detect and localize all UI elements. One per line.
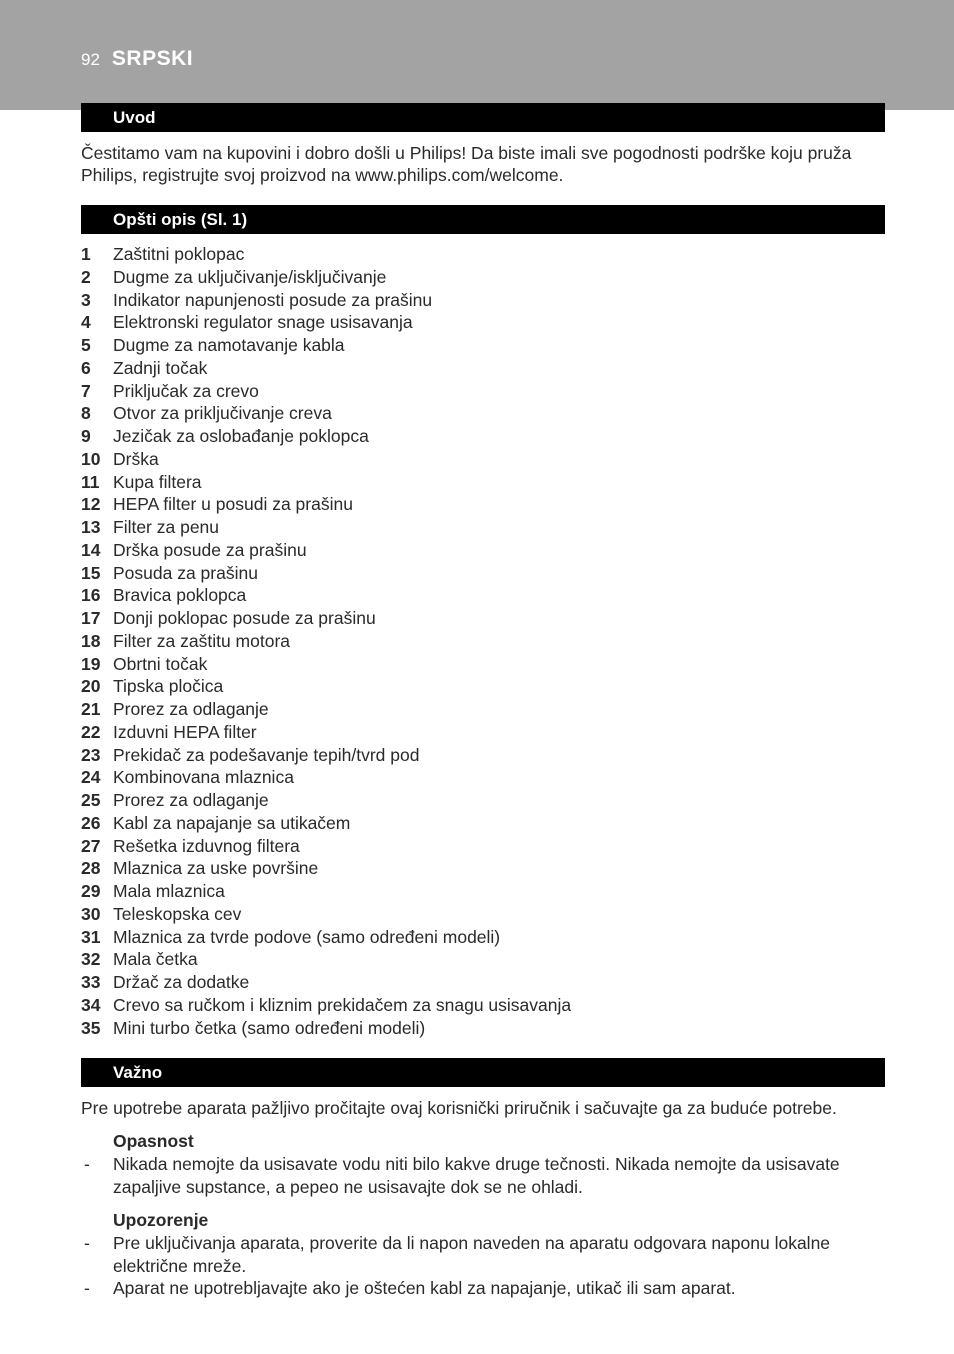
- list-item: [81, 425, 887, 448]
- item-label: HEPA filter u posudi za prašinu: [113, 494, 353, 515]
- danger-item-text: Nikada nemojte da usisavate vodu niti bilo kakve druge tečnosti. Nikada nemojte da usisavate zapaljive supstance, a pepeo ne usisavajte dok se ne ohladi.: [113, 1154, 840, 1197]
- item-number: 30: [81, 903, 101, 924]
- item-label: Dugme za namotavanje kabla: [113, 335, 345, 355]
- important-paragraph: Pre upotrebe aparata pažljivo pročitajte ovaj korisnički priručnik i sačuvajte ga za buduće potrebe.: [81, 1098, 837, 1118]
- list-item: [81, 584, 887, 607]
- item-number: 33: [81, 972, 101, 992]
- item-label: Drška posude za prašinu: [113, 539, 307, 560]
- danger-item: [81, 1153, 887, 1198]
- item-number: 35: [81, 1017, 101, 1038]
- item-label: Mala četka: [113, 949, 198, 970]
- item-number: 10: [81, 448, 101, 469]
- list-item: [81, 857, 887, 880]
- page-number: 92: [81, 50, 100, 69]
- list-item: [81, 926, 887, 949]
- item-label: Zadnji točak: [113, 357, 208, 378]
- list-item: [81, 903, 887, 926]
- list-item: [81, 789, 887, 812]
- item-number: 11: [81, 471, 100, 492]
- list-item: [81, 971, 887, 994]
- item-number: 3: [81, 289, 91, 310]
- item-label: Mala mlaznica: [113, 881, 225, 901]
- item-label: Prorez za odlaganje: [113, 699, 269, 719]
- item-number: 31: [81, 926, 101, 947]
- item-label: Posuda za prašinu: [113, 562, 258, 583]
- item-label: Kombinovana mlaznica: [113, 767, 294, 788]
- item-label: Mlaznica za uske površine: [113, 858, 319, 879]
- list-item: [81, 994, 887, 1017]
- page-header: [81, 47, 193, 75]
- list-item: [81, 721, 887, 744]
- section-heading-important: Važno: [81, 1058, 885, 1087]
- language-title: SRPSKI: [111, 47, 194, 70]
- list-item: [81, 562, 887, 585]
- item-label: Mlaznica za tvrde podove (samo određeni modeli): [113, 926, 501, 947]
- item-number: 7: [81, 380, 91, 401]
- item-number: 28: [81, 858, 101, 879]
- list-item: [81, 766, 887, 789]
- item-label: Crevo sa ručkom i kliznim prekidačem za snagu usisavanja: [113, 994, 572, 1015]
- item-label: Obrtni točak: [113, 653, 208, 674]
- item-number: 26: [81, 812, 101, 833]
- item-label: Otvor za priključivanje creva: [113, 403, 332, 424]
- item-number: 24: [81, 767, 101, 788]
- item-label: Filter za zaštitu motora: [113, 630, 290, 651]
- item-label: Drška: [113, 448, 159, 469]
- list-item: [81, 311, 887, 334]
- item-number: 32: [81, 949, 101, 970]
- list-item: [81, 357, 887, 380]
- list-item: [81, 948, 887, 971]
- item-label: Držač za dodatke: [113, 972, 250, 992]
- item-label: Prorez za odlaganje: [113, 790, 269, 810]
- item-number: 8: [81, 403, 91, 424]
- section-heading-general-description: Opšti opis (Sl. 1): [81, 205, 885, 234]
- item-label: Zaštitni poklopac: [113, 244, 245, 264]
- item-number: 20: [81, 676, 101, 697]
- item-label: Teleskopska cev: [113, 903, 242, 924]
- list-item: [81, 266, 887, 289]
- intro-paragraph: Čestitamo vam na kupovini i dobro došli u Philips! Da biste imali sve pogodnosti podrške koju pruža Philips, registrujte svoj proizvod na www.philips.com/welcome.: [81, 143, 852, 185]
- item-label: Kabl za napajanje sa utikačem: [113, 812, 351, 833]
- list-item: [81, 539, 887, 562]
- list-item: [81, 516, 887, 539]
- item-number: 27: [81, 835, 101, 856]
- danger-heading: Opasnost: [113, 1131, 194, 1151]
- item-number: 13: [81, 517, 101, 537]
- item-number: 22: [81, 721, 101, 742]
- item-number: 12: [81, 494, 101, 515]
- item-number: 21: [81, 699, 101, 719]
- item-label: Jezičak za oslobađanje poklopca: [113, 426, 369, 446]
- item-label: Bravica poklopca: [113, 585, 247, 606]
- item-number: 29: [81, 881, 101, 901]
- bullet-dash: -: [84, 1233, 90, 1253]
- item-number: 34: [81, 994, 101, 1015]
- item-number: 19: [81, 653, 101, 674]
- list-item: [81, 812, 887, 835]
- list-item: [81, 289, 887, 312]
- warning-item-text: Pre uključivanja aparata, proverite da li napon naveden na aparatu odgovara naponu lokalne električne mreže.: [113, 1233, 831, 1276]
- item-number: 17: [81, 608, 101, 628]
- item-number: 18: [81, 630, 101, 651]
- list-item: [81, 243, 887, 266]
- list-item: [81, 744, 887, 767]
- warning-item: [81, 1232, 887, 1277]
- list-item: [81, 675, 887, 698]
- warning-item: [81, 1277, 887, 1300]
- list-item: [81, 402, 887, 425]
- item-number: 4: [81, 312, 91, 333]
- item-label: Prekidač za podešavanje tepih/tvrd pod: [113, 744, 420, 765]
- item-label: Mini turbo četka (samo određeni modeli): [113, 1017, 426, 1038]
- item-number: 2: [81, 266, 91, 287]
- bullet-dash: -: [84, 1154, 90, 1174]
- item-label: Rešetka izduvnog filtera: [113, 835, 300, 856]
- item-number: 1: [81, 244, 91, 264]
- item-label: Indikator napunjenosti posude za prašinu: [113, 289, 433, 310]
- item-label: Filter za penu: [113, 517, 220, 537]
- item-label: Izduvni HEPA filter: [113, 721, 257, 742]
- list-item: [81, 471, 887, 494]
- list-item: [81, 1017, 887, 1040]
- list-item: [81, 653, 887, 676]
- list-item: [81, 607, 887, 630]
- list-item: [81, 630, 887, 653]
- parts-list: [81, 243, 887, 1039]
- item-number: 15: [81, 562, 101, 583]
- item-number: 23: [81, 744, 101, 765]
- item-label: Tipska pločica: [113, 676, 224, 697]
- list-item: [81, 493, 887, 516]
- item-label: Dugme za uključivanje/isključivanje: [113, 266, 387, 287]
- list-item: [81, 880, 887, 903]
- item-label: Priključak za crevo: [113, 380, 259, 401]
- list-item: [81, 334, 887, 357]
- bullet-dash: -: [84, 1278, 90, 1298]
- warning-heading: Upozorenje: [113, 1210, 209, 1230]
- item-number: 25: [81, 790, 101, 810]
- section-heading-intro: Uvod: [81, 103, 885, 132]
- warning-item-text: Aparat ne upotrebljavajte ako je oštećen kabl za napajanje, utikač ili sam aparat.: [113, 1278, 736, 1298]
- list-item: [81, 835, 887, 858]
- list-item: [81, 380, 887, 403]
- item-label: Elektronski regulator snage usisavanja: [113, 312, 413, 333]
- item-number: 16: [81, 585, 101, 606]
- list-item: [81, 448, 887, 471]
- item-number: 5: [81, 335, 91, 355]
- item-label: Kupa filtera: [113, 471, 202, 492]
- item-number: 9: [81, 426, 91, 446]
- item-number: 6: [81, 357, 91, 378]
- list-item: [81, 698, 887, 721]
- item-label: Donji poklopac posude za prašinu: [113, 608, 376, 628]
- item-number: 14: [81, 539, 101, 560]
